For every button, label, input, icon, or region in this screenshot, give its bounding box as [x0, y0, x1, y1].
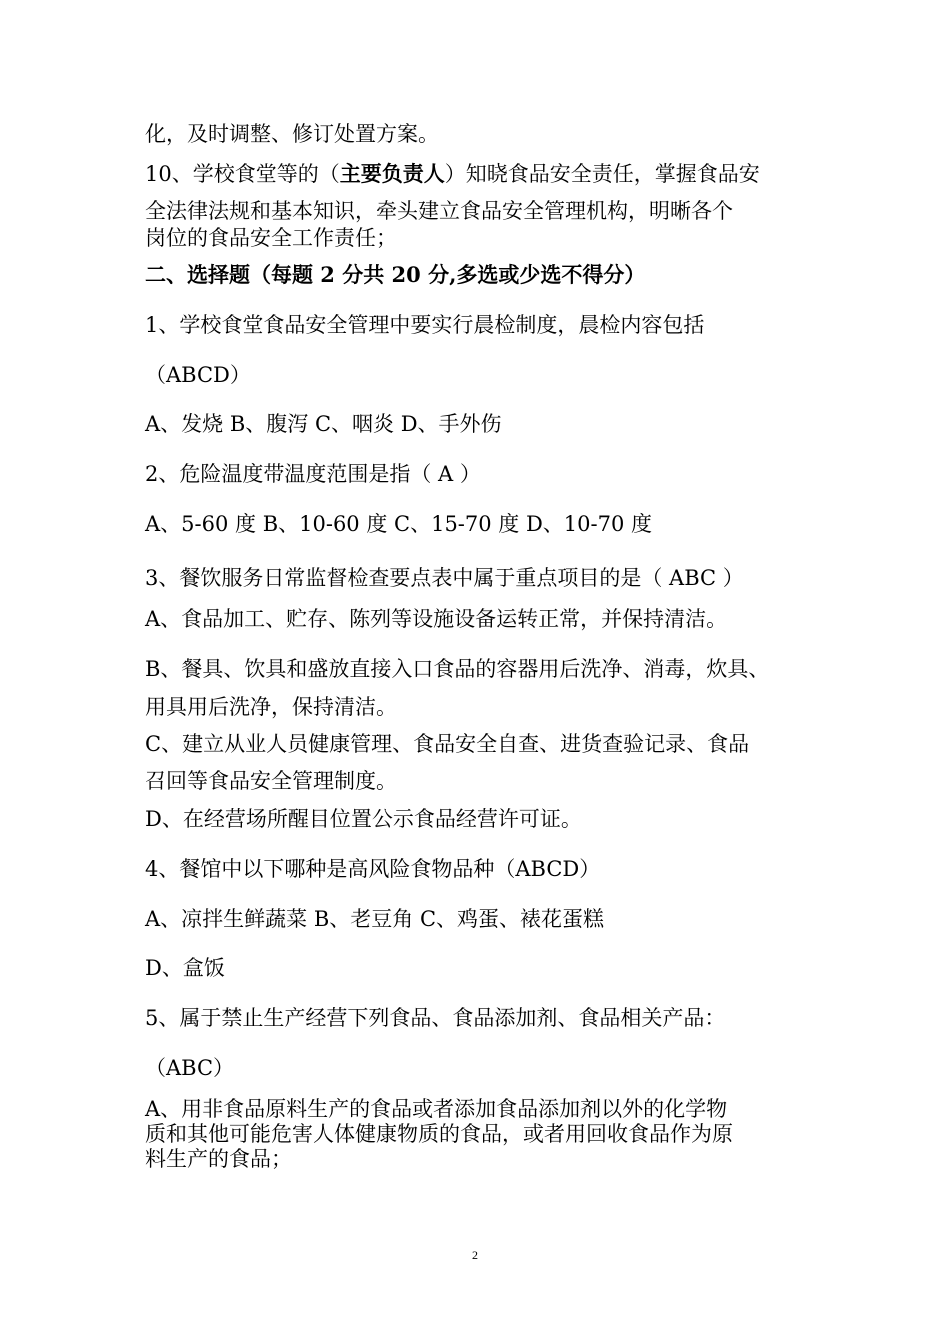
- text-line: 用具用后洗净，保持清洁。: [145, 695, 397, 719]
- text-line: 化，及时调整、修订处置方案。: [145, 122, 439, 146]
- text-line: [145, 161, 760, 187]
- text-line: A、发烧 B、腹泻 C、咽炎 D、手外伤: [145, 412, 502, 436]
- text-span: 10、学校食堂等的（: [145, 162, 340, 186]
- section-heading: 二、选择题（每题 2 分共 20 分,多选或少选不得分）: [145, 262, 646, 287]
- text-line: 岗位的食品安全工作责任；: [145, 226, 397, 250]
- text-line: 5、属于禁止生产经营下列食品、食品添加剂、食品相关产品：: [145, 1006, 726, 1030]
- text-line: D、盒饭: [145, 956, 225, 980]
- text-line: A、凉拌生鲜蔬菜 B、老豆角 C、鸡蛋、裱花蛋糕: [145, 907, 605, 931]
- text-line: D、在经营场所醒目位置公示食品经营许可证。: [145, 807, 582, 831]
- text-line: 1、学校食堂食品安全管理中要实行晨检制度，晨检内容包括: [145, 313, 705, 337]
- text-line: （ABC）: [145, 1056, 235, 1080]
- text-line: A、食品加工、贮存、陈列等设施设备运转正常，并保持清洁。: [145, 607, 728, 631]
- text-line: B、餐具、饮具和盛放直接入口食品的容器用后洗净、消毒，炊具、: [145, 657, 770, 681]
- text-line: （ABCD）: [145, 363, 251, 387]
- text-line: 4、餐馆中以下哪种是高风险食物品种（ABCD）: [145, 857, 601, 881]
- text-line: 2、危险温度带温度范围是指（ A ）: [145, 462, 481, 486]
- text-line: A、5-60 度 B、10-60 度 C、15-70 度 D、10-70 度: [145, 512, 653, 536]
- text-line: 质和其他可能危害人体健康物质的食品，或者用回收食品作为原: [145, 1122, 733, 1146]
- text-line: 料生产的食品；: [145, 1147, 292, 1171]
- text-line: A、用非食品原料生产的食品或者添加食品添加剂以外的化学物: [145, 1097, 728, 1121]
- bold-answer: 主要负责人: [339, 161, 445, 186]
- text-line: C、建立从业人员健康管理、食品安全自查、进货查验记录、食品: [145, 732, 750, 756]
- text-span: ）知晓食品安全责任，掌握食品安: [444, 162, 760, 186]
- text-line: 全法律法规和基本知识，牵头建立食品安全管理机构，明晰各个: [145, 199, 733, 223]
- page-number: 2: [472, 1248, 478, 1262]
- text-line: 召回等食品安全管理制度。: [145, 769, 397, 793]
- text-line: 3、餐饮服务日常监督检查要点表中属于重点项目的是（ ABC ）: [145, 566, 744, 590]
